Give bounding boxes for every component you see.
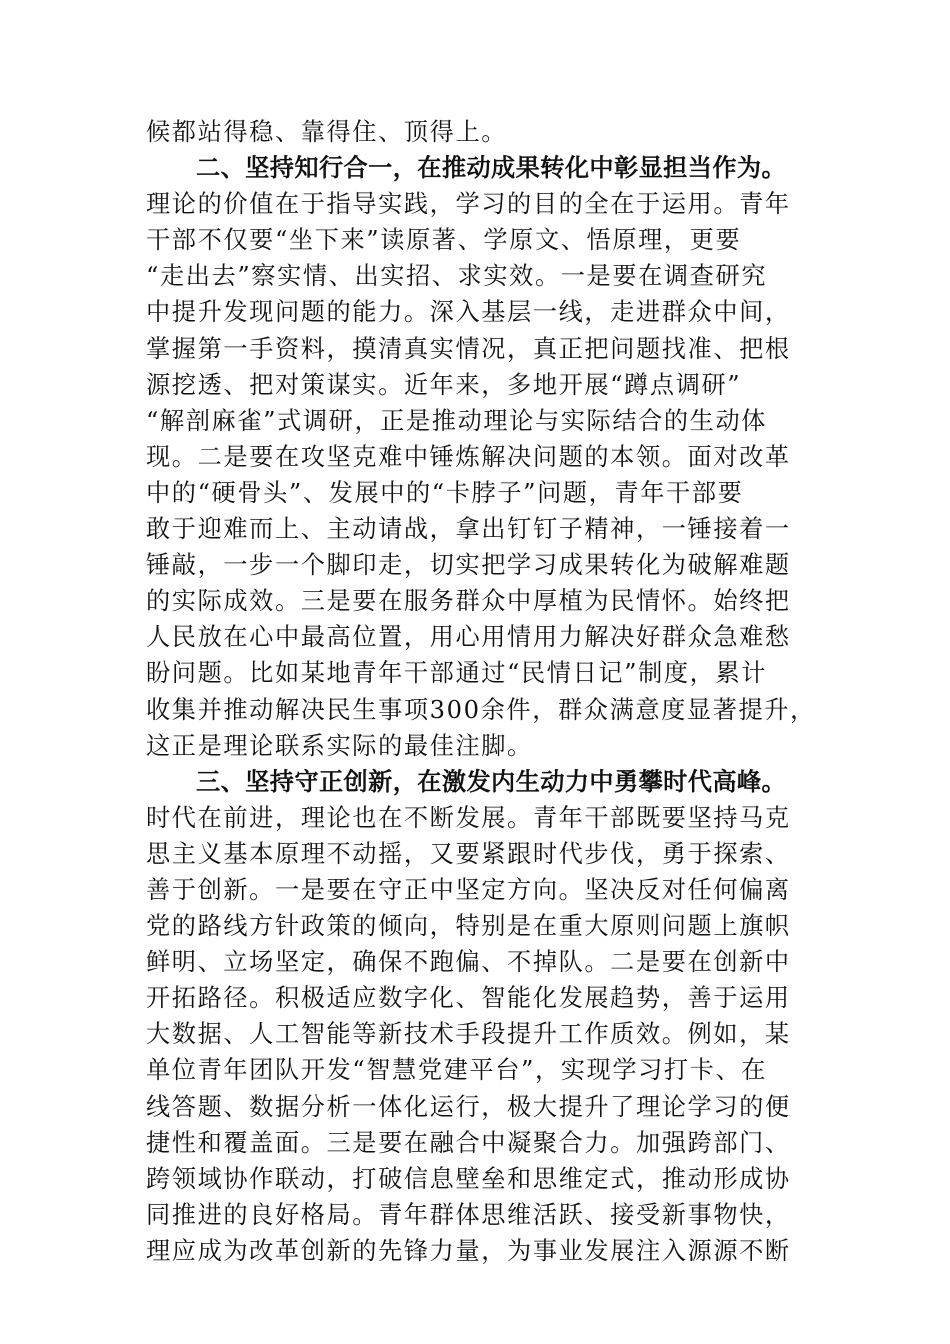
text-line: “走出去”察实情、出实招、求实效。一是要在调查研究 bbox=[146, 262, 768, 291]
text-line: 中提升发现问题的能力。深入基层一线，走进群众中间， bbox=[146, 298, 791, 327]
text-line: 同推进的良好格局。青年群体思维活跃、接受新事物快， bbox=[146, 1200, 791, 1229]
text-line: “解剖麻雀”式调研，正是推动理论与实际结合的生动体 bbox=[146, 406, 768, 435]
text-line: 干部不仅要“坐下来”读原著、学原文、悟原理，更要 bbox=[146, 226, 742, 255]
text-line: 人民放在心中最高位置，用心用情用力解决好群众急难愁 bbox=[146, 623, 791, 652]
text-line: 源挖透、把对策谋实。近年来，多地开展“蹲点调研” bbox=[146, 370, 742, 399]
document-body bbox=[146, 114, 816, 1269]
text-line: 思主义基本原理不动摇，又要紧跟时代步伐，勇于探索、 bbox=[146, 839, 791, 868]
section-heading-3: 三、坚持守正创新，在激发内生动力中勇攀时代高峰。 bbox=[196, 767, 787, 796]
text-line: 收集并推动解决民生事项300余件，群众满意度显著提升， bbox=[146, 695, 816, 724]
text-line: 线答题、数据分析一体化运行，极大提升了理论学习的便 bbox=[146, 1092, 791, 1121]
text-line: 善于创新。一是要在守正中坚定方向。坚决反对任何偏离 bbox=[146, 875, 791, 904]
text-line: 敢于迎难而上、主动请战，拿出钉钉子精神，一锤接着一 bbox=[146, 515, 791, 544]
text-line: 盼问题。比如某地青年干部通过“民情日记”制度，累计 bbox=[146, 659, 768, 688]
text-line: 理应成为改革创新的先锋力量，为事业发展注入源源不断 bbox=[146, 1236, 791, 1265]
text-line: 锤敲，一步一个脚印走，切实把学习成果转化为破解难题 bbox=[146, 551, 791, 580]
text-line: 这正是理论联系实际的最佳注脚。 bbox=[146, 731, 533, 760]
text-line: 现。二是要在攻坚克难中锤炼解决问题的本领。面对改革 bbox=[146, 442, 791, 471]
text-line: 跨领域协作联动，打破信息壁垒和思维定式，推动形成协 bbox=[146, 1164, 791, 1193]
text-line: 的实际成效。三是要在服务群众中厚植为民情怀。始终把 bbox=[146, 587, 791, 616]
text-line: 党的路线方针政策的倾向，特别是在重大原则问题上旗帜 bbox=[146, 912, 791, 941]
text-line: 理论的价值在于指导实践，学习的目的全在于运用。青年 bbox=[146, 190, 791, 219]
text-line: 单位青年团队开发“智慧党建平台”，实现学习打卡、在 bbox=[146, 1056, 768, 1085]
text-line: 候都站得稳、靠得住、顶得上。 bbox=[146, 118, 508, 146]
text-line: 开拓路径。积极适应数字化、智能化发展趋势，善于运用 bbox=[146, 984, 791, 1013]
section-heading-2: 二、坚持知行合一，在推动成果转化中彰显担当作为。 bbox=[196, 154, 787, 183]
text-line: 捷性和覆盖面。三是要在融合中凝聚合力。加强跨部门、 bbox=[146, 1128, 791, 1157]
text-line: 时代在前进，理论也在不断发展。青年干部既要坚持马克 bbox=[146, 803, 791, 832]
text-line: 中的“硬骨头”、发展中的“卡脖子”问题，青年干部要 bbox=[146, 478, 744, 507]
text-line: 鲜明、立场坚定，确保不跑偏、不掉队。二是要在创新中 bbox=[146, 948, 791, 977]
text-line: 掌握第一手资料，摸清真实情况，真正把问题找准、把根 bbox=[146, 334, 791, 363]
text-line: 大数据、人工智能等新技术手段提升工作质效。例如，某 bbox=[146, 1020, 791, 1049]
